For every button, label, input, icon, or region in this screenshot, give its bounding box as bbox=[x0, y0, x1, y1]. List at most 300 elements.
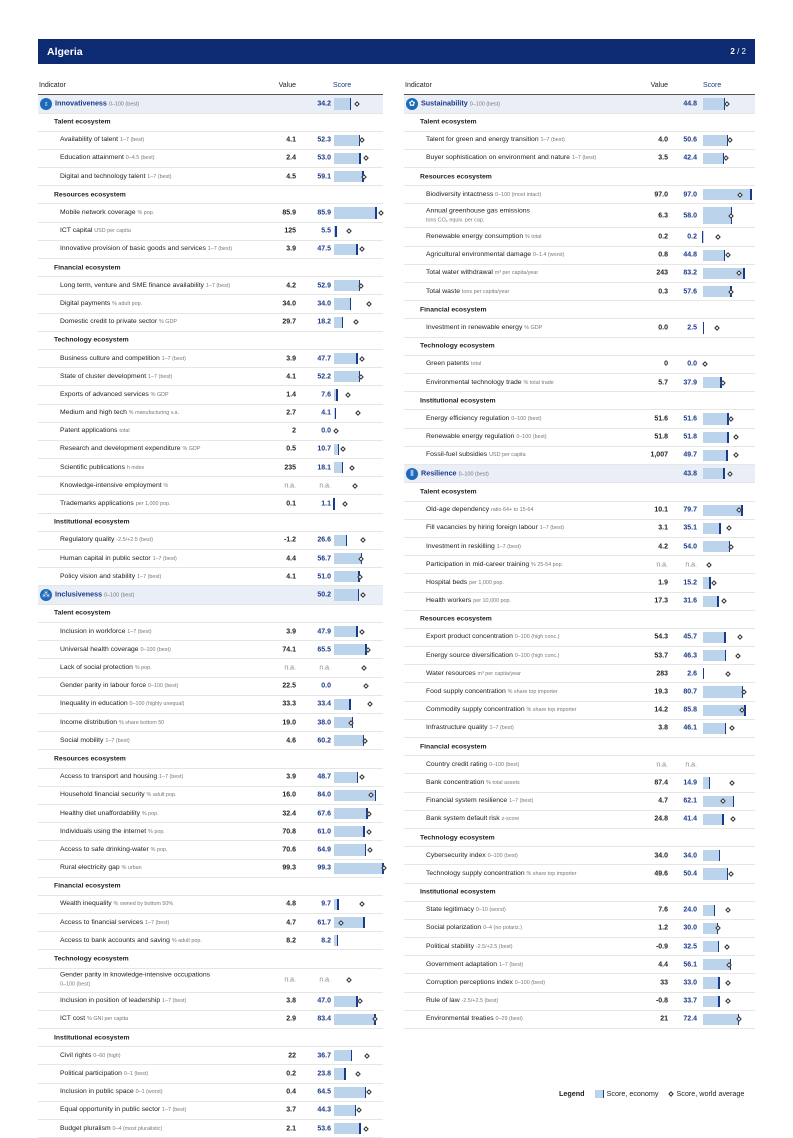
score-bar-area bbox=[334, 717, 384, 728]
world-average-diamond-icon bbox=[714, 325, 720, 331]
indicator-row bbox=[404, 847, 755, 865]
indicator-row bbox=[38, 623, 383, 641]
indicator-score: 18.2 bbox=[305, 319, 331, 326]
indicator-name bbox=[60, 1124, 270, 1134]
indicator-row bbox=[404, 702, 755, 720]
score-bar bbox=[703, 668, 704, 679]
indicator-value: 97.0 bbox=[654, 191, 668, 198]
indicator-label: Gender parity in labour force bbox=[60, 682, 146, 689]
indicator-score: 64.9 bbox=[305, 846, 331, 853]
indicator-row bbox=[404, 150, 755, 168]
category-row bbox=[404, 884, 755, 902]
indicator-value: 34.0 bbox=[654, 852, 668, 859]
score-bar-area bbox=[703, 977, 753, 988]
score-bar bbox=[334, 298, 351, 309]
legend-title: Legend bbox=[559, 1089, 585, 1098]
indicator-row bbox=[404, 811, 755, 829]
legend-diamond-icon bbox=[668, 1091, 674, 1097]
category-row bbox=[404, 392, 755, 410]
legend bbox=[559, 1089, 744, 1098]
world-average-diamond-icon bbox=[730, 817, 736, 823]
score-bar bbox=[703, 941, 719, 952]
score-bar bbox=[334, 462, 343, 473]
indicator-row bbox=[404, 974, 755, 992]
indicator-label: Rural electricity gap bbox=[60, 864, 120, 871]
indicator-label: Green patents bbox=[426, 360, 469, 367]
world-average-diamond-icon bbox=[364, 1053, 370, 1059]
world-average-diamond-icon bbox=[721, 598, 727, 604]
indicator-score: 80.7 bbox=[671, 689, 697, 696]
indicator-label: Country credit rating bbox=[426, 761, 487, 768]
indicator-row bbox=[38, 441, 383, 459]
score-bar-area bbox=[334, 844, 384, 855]
page-number: 2 bbox=[730, 47, 734, 56]
world-average-diamond-icon bbox=[357, 998, 363, 1004]
indicator-unit: 0–100 (best) bbox=[515, 980, 545, 986]
score-bar bbox=[703, 98, 725, 110]
category-name bbox=[420, 888, 630, 897]
indicator-unit: h index bbox=[127, 465, 144, 471]
indicator-label: Healthy diet unaffordability bbox=[60, 810, 140, 817]
pillar-row bbox=[404, 465, 755, 484]
indicator-label: Access to bank accounts and saving bbox=[60, 937, 170, 944]
indicator-value: 10.1 bbox=[654, 507, 668, 514]
indicator-label: Policy vision and stability bbox=[60, 573, 135, 580]
indicator-label: Talent ecosystem bbox=[420, 119, 477, 126]
score-bar-area bbox=[703, 668, 753, 679]
indicator-score: 50.6 bbox=[671, 137, 697, 144]
indicator-unit: 0–100 (high conc.) bbox=[515, 634, 560, 640]
indicator-value: 283 bbox=[656, 670, 668, 677]
indicator-unit: -2.5/+2.5 (best) bbox=[476, 944, 513, 950]
indicator-name bbox=[60, 299, 270, 309]
indicator-label: Budget pluralism bbox=[60, 1125, 111, 1132]
indicator-row bbox=[38, 1065, 383, 1083]
indicator-label: State of cluster development bbox=[60, 373, 146, 380]
indicator-row bbox=[38, 823, 383, 841]
indicator-name bbox=[426, 153, 636, 163]
indicator-label: Exports of advanced services bbox=[60, 391, 149, 398]
indicator-name bbox=[60, 996, 270, 1006]
world-average-diamond-icon bbox=[729, 780, 735, 786]
indicator-name bbox=[426, 268, 636, 278]
score-bar-area bbox=[334, 480, 384, 491]
score-bar-area bbox=[334, 353, 384, 364]
score-bar-area bbox=[334, 571, 384, 582]
indicator-score: 54.0 bbox=[671, 543, 697, 550]
score-bar-area bbox=[334, 317, 384, 328]
indicator-name bbox=[426, 1014, 636, 1024]
indicator-unit: 1–7 (best) bbox=[162, 1107, 186, 1113]
indicator-label: Patent applications bbox=[60, 427, 117, 434]
score-bar-area bbox=[334, 899, 384, 910]
score-bar-area bbox=[703, 850, 753, 861]
score-bar-area bbox=[334, 280, 384, 291]
indicator-value: 3.9 bbox=[286, 355, 296, 362]
indicator-row bbox=[38, 550, 383, 568]
world-average-diamond-icon bbox=[725, 907, 731, 913]
indicator-label: Research and development expenditure bbox=[60, 445, 181, 452]
indicator-label: Financial ecosystem bbox=[54, 264, 121, 271]
category-name bbox=[420, 396, 630, 405]
score-bar-area bbox=[334, 153, 384, 164]
indicator-value: 4.7 bbox=[658, 798, 668, 805]
world-average-diamond-icon bbox=[728, 289, 734, 295]
indicator-row bbox=[38, 860, 383, 878]
indicator-value: -0.9 bbox=[656, 943, 668, 950]
score-bar bbox=[703, 322, 704, 333]
indicator-label: ICT capital bbox=[60, 227, 92, 234]
right-rows bbox=[404, 95, 755, 1029]
indicator-row bbox=[38, 132, 383, 150]
score-bar bbox=[703, 596, 719, 607]
indicator-score: 31.6 bbox=[671, 598, 697, 605]
indicator-value: 0.8 bbox=[658, 252, 668, 259]
category-row bbox=[38, 878, 383, 896]
indicator-unit: 0–29 (best) bbox=[496, 1016, 523, 1022]
indicator-name bbox=[426, 978, 636, 988]
world-average-diamond-icon bbox=[728, 544, 734, 550]
indicator-unit: 1–7 (best) bbox=[120, 137, 144, 143]
world-average-diamond-icon bbox=[726, 526, 732, 532]
world-average-diamond-icon bbox=[367, 847, 373, 853]
indicator-row bbox=[404, 756, 755, 774]
indicator-label: Access to transport and housing bbox=[60, 773, 157, 780]
score-bar bbox=[703, 723, 726, 734]
indicator-label: Institutional ecosystem bbox=[54, 1034, 130, 1041]
score-bar-area bbox=[334, 1123, 384, 1134]
score-bar bbox=[334, 498, 335, 509]
indicator-name bbox=[426, 851, 636, 861]
world-average-diamond-icon bbox=[724, 944, 730, 950]
indicator-name bbox=[426, 905, 636, 915]
country-banner bbox=[38, 39, 755, 64]
indicator-value: 21 bbox=[660, 1016, 668, 1023]
indicator-row bbox=[404, 520, 755, 538]
indicator-name bbox=[60, 1014, 270, 1024]
indicator-name bbox=[426, 323, 636, 333]
score-bar-area bbox=[334, 681, 384, 692]
indicator-name bbox=[426, 560, 636, 570]
indicator-name bbox=[60, 918, 270, 928]
indicator-value: 0.4 bbox=[286, 1089, 296, 1096]
indicator-name bbox=[426, 359, 636, 369]
indicator-name bbox=[60, 444, 270, 454]
indicator-row bbox=[38, 696, 383, 714]
indicator-score: 38.0 bbox=[305, 719, 331, 726]
indicator-score: 49.7 bbox=[671, 452, 697, 459]
indicator-unit: % owned by bottom 50% bbox=[114, 901, 174, 907]
indicator-label: Annual greenhouse gas emissions bbox=[426, 207, 530, 214]
score-bar-area bbox=[334, 808, 384, 819]
world-average-diamond-icon bbox=[729, 726, 735, 732]
score-bar-area bbox=[703, 98, 753, 110]
indicator-row bbox=[404, 283, 755, 301]
score-bar bbox=[334, 808, 368, 819]
world-average-diamond-icon bbox=[360, 592, 366, 598]
indicator-name bbox=[60, 627, 270, 637]
score-bar-area bbox=[703, 135, 753, 146]
indicator-label: Old-age dependency bbox=[426, 506, 489, 513]
world-average-diamond-icon bbox=[725, 671, 731, 677]
world-average-diamond-icon bbox=[345, 392, 351, 398]
world-average-diamond-icon bbox=[725, 252, 731, 258]
indicator-name bbox=[60, 809, 270, 819]
indicator-label: Technology ecosystem bbox=[54, 337, 129, 344]
score-bar bbox=[334, 1087, 366, 1098]
indicator-label: Individuals using the internet bbox=[60, 828, 146, 835]
indicator-unit: tons CO₂ equiv. per cap. bbox=[426, 217, 484, 223]
score-bar-area bbox=[703, 996, 753, 1007]
indicator-unit: % adult pop. bbox=[172, 938, 202, 944]
indicator-score: 14.9 bbox=[671, 779, 697, 786]
category-name bbox=[420, 342, 630, 351]
indicator-label: Total waste bbox=[426, 288, 460, 295]
indicator-value: 125 bbox=[284, 228, 296, 235]
indicator-label: Institutional ecosystem bbox=[54, 519, 130, 526]
indicator-label: Financial ecosystem bbox=[54, 883, 121, 890]
world-average-diamond-icon bbox=[346, 977, 352, 983]
score-bar-area bbox=[334, 863, 384, 874]
indicator-value: 34.0 bbox=[282, 300, 296, 307]
category-row bbox=[38, 114, 383, 132]
indicator-unit: 0–100 (best) bbox=[148, 683, 178, 689]
indicator-value: 3.8 bbox=[658, 725, 668, 732]
indicator-unit: 0–100 (highly unequal) bbox=[130, 701, 185, 707]
world-average-diamond-icon bbox=[355, 1071, 361, 1077]
indicator-label: Digital payments bbox=[60, 300, 110, 307]
indicator-value: 4.1 bbox=[286, 573, 296, 580]
indicator-score: 51.0 bbox=[305, 573, 331, 580]
indicator-unit: % share top importer bbox=[508, 689, 558, 695]
indicator-row bbox=[38, 678, 383, 696]
indicator-label: Government adaptation bbox=[426, 961, 497, 968]
indicator-name bbox=[426, 814, 636, 824]
indicator-score: 52.3 bbox=[305, 137, 331, 144]
score-bar-area bbox=[334, 644, 384, 655]
indicator-name bbox=[426, 596, 636, 606]
indicator-row bbox=[38, 714, 383, 732]
score-bar-area bbox=[703, 523, 753, 534]
world-average-diamond-icon bbox=[359, 356, 365, 362]
indicator-row bbox=[38, 787, 383, 805]
indicator-name bbox=[426, 796, 636, 806]
indicator-value: 0.1 bbox=[286, 501, 296, 508]
indicator-row bbox=[404, 228, 755, 246]
category-row bbox=[404, 338, 755, 356]
world-average-diamond-icon bbox=[367, 702, 373, 708]
indicator-name bbox=[60, 572, 270, 582]
world-average-diamond-icon bbox=[355, 410, 361, 416]
score-bar-area bbox=[334, 699, 384, 710]
indicator-name bbox=[426, 378, 636, 388]
indicator-score: 1.1 bbox=[305, 501, 331, 508]
score-bar-area bbox=[703, 286, 753, 297]
indicator-unit: 0–4 (most pluralistic) bbox=[113, 1126, 163, 1132]
world-average-diamond-icon bbox=[359, 247, 365, 253]
indicator-label: Financial ecosystem bbox=[420, 743, 487, 750]
indicator-row bbox=[38, 969, 383, 993]
indicator-unit: 1–7 (best) bbox=[509, 798, 533, 804]
score-bar-area bbox=[703, 359, 753, 370]
world-average-diamond-icon bbox=[733, 452, 739, 458]
indicator-label: Financial ecosystem bbox=[420, 306, 487, 313]
indicator-value: 1.2 bbox=[658, 925, 668, 932]
indicator-row bbox=[404, 132, 755, 150]
world-average-diamond-icon bbox=[366, 1089, 372, 1095]
indicator-label: Lack of social protection bbox=[60, 664, 133, 671]
indicator-row bbox=[404, 538, 755, 556]
world-average-diamond-icon bbox=[725, 980, 731, 986]
world-average-diamond-icon bbox=[366, 811, 372, 817]
indicator-unit: % total bbox=[525, 234, 541, 240]
indicator-score: 15.2 bbox=[671, 579, 697, 586]
score-bar-area bbox=[334, 207, 384, 218]
category-name bbox=[54, 518, 264, 527]
score-bar bbox=[334, 644, 367, 655]
world-average-diamond-icon bbox=[359, 774, 365, 780]
indicator-unit: 1–7 (best) bbox=[489, 725, 513, 731]
indicator-label: Institutional ecosystem bbox=[420, 397, 496, 404]
indicator-score: n.a. bbox=[305, 482, 331, 489]
category-name bbox=[420, 615, 630, 624]
score-bar-area bbox=[334, 790, 384, 801]
indicator-row bbox=[404, 665, 755, 683]
indicator-score: 32.5 bbox=[671, 943, 697, 950]
indicator-row bbox=[38, 993, 383, 1011]
indicator-label: Energy source diversification bbox=[426, 652, 513, 659]
indicator-value: 2 bbox=[292, 428, 296, 435]
indicator-row bbox=[38, 532, 383, 550]
indicator-score: n.a. bbox=[671, 561, 697, 568]
category-name bbox=[54, 882, 264, 891]
indicator-row bbox=[404, 356, 755, 374]
indicator-row bbox=[38, 350, 383, 368]
indicator-name bbox=[60, 426, 270, 436]
indicator-score: 52.2 bbox=[305, 373, 331, 380]
indicator-row bbox=[404, 683, 755, 701]
indicator-score: 65.5 bbox=[305, 646, 331, 653]
indicator-row bbox=[38, 168, 383, 186]
indicator-name bbox=[426, 414, 636, 424]
indicator-value: 4.8 bbox=[286, 901, 296, 908]
indicator-name bbox=[426, 432, 636, 442]
indicator-label: Technology ecosystem bbox=[420, 343, 495, 350]
indicator-score: 9.7 bbox=[305, 901, 331, 908]
score-bar-area bbox=[703, 377, 753, 388]
indicator-row bbox=[404, 374, 755, 392]
indicator-name bbox=[60, 936, 270, 946]
indicator-score: 46.1 bbox=[671, 725, 697, 732]
indicator-name bbox=[426, 206, 636, 225]
indicator-score: 37.9 bbox=[671, 379, 697, 386]
indicator-score: 7.6 bbox=[305, 391, 331, 398]
indicator-score: 8.2 bbox=[305, 937, 331, 944]
indicator-label: Rule of law bbox=[426, 997, 460, 1004]
indicator-value: 4.2 bbox=[286, 282, 296, 289]
pillar-row bbox=[38, 586, 383, 605]
world-average-diamond-icon bbox=[363, 1126, 369, 1132]
indicator-label: Scientific publications bbox=[60, 464, 125, 471]
score-bar-area bbox=[334, 972, 384, 989]
pillar-row bbox=[38, 95, 383, 114]
indicator-unit: 0–1 (worst) bbox=[136, 1089, 163, 1095]
indicator-name bbox=[60, 281, 270, 291]
score-bar bbox=[703, 153, 724, 164]
indicator-name bbox=[60, 226, 270, 236]
indicator-label: Domestic credit to private sector bbox=[60, 318, 157, 325]
world-average-diamond-icon bbox=[353, 319, 359, 325]
indicator-label: Talent for green and energy transition bbox=[426, 136, 539, 143]
indicator-name bbox=[426, 996, 636, 1006]
score-bar bbox=[334, 772, 358, 783]
indicator-score: 47.9 bbox=[305, 628, 331, 635]
indicator-unit: % pop. bbox=[148, 829, 165, 835]
indicator-row bbox=[404, 410, 755, 428]
score-bar-area bbox=[334, 462, 384, 473]
indicator-value: 51.8 bbox=[654, 434, 668, 441]
indicator-name bbox=[60, 681, 270, 691]
indicator-unit: m³ per capita/year bbox=[495, 270, 538, 276]
indicator-value: 2.9 bbox=[286, 1016, 296, 1023]
indicator-value: 0.2 bbox=[658, 234, 668, 241]
indicator-name bbox=[60, 390, 270, 400]
column-header bbox=[404, 78, 755, 95]
indicator-label: Participation in mid-career training bbox=[426, 561, 529, 568]
world-average-diamond-icon bbox=[352, 483, 358, 489]
indicator-score: 44.8 bbox=[671, 252, 697, 259]
indicator-unit: % total assets bbox=[486, 780, 520, 786]
indicator-score: 43.8 bbox=[671, 470, 697, 477]
score-bar bbox=[703, 850, 720, 861]
indicator-name bbox=[60, 971, 270, 990]
indicator-name bbox=[60, 790, 270, 800]
indicator-value: 4.7 bbox=[286, 919, 296, 926]
indicator-value: 4.4 bbox=[658, 961, 668, 968]
indicator-value: 3.5 bbox=[658, 155, 668, 162]
indicator-row bbox=[404, 993, 755, 1011]
indicator-value: -1.2 bbox=[284, 537, 296, 544]
indicator-row bbox=[404, 629, 755, 647]
indicator-row bbox=[38, 841, 383, 859]
indicator-score: 79.7 bbox=[671, 507, 697, 514]
indicator-row bbox=[404, 574, 755, 592]
score-bar-area bbox=[334, 996, 384, 1007]
indicator-unit: 1–7 (best) bbox=[148, 374, 172, 380]
indicator-name bbox=[426, 923, 636, 933]
score-bar bbox=[334, 371, 360, 382]
indicator-score: n.a. bbox=[305, 665, 331, 672]
indicator-value: 0.5 bbox=[286, 446, 296, 453]
world-average-diamond-icon bbox=[354, 101, 360, 107]
score-bar bbox=[703, 413, 729, 424]
indicator-row bbox=[38, 423, 383, 441]
score-bar-area bbox=[334, 426, 384, 437]
indicator-unit: 1–7 (best) bbox=[572, 155, 596, 161]
score-bar-area bbox=[703, 596, 753, 607]
score-bar-area bbox=[334, 535, 384, 546]
indicator-unit: 0–100 (best) bbox=[511, 416, 541, 422]
indicator-score: 0.0 bbox=[305, 683, 331, 690]
left-rows bbox=[38, 95, 383, 1138]
indicator-row bbox=[38, 150, 383, 168]
indicator-name bbox=[426, 778, 636, 788]
indicator-row bbox=[38, 732, 383, 750]
indicator-name bbox=[426, 669, 636, 679]
indicator-label: Long term, venture and SME finance availability bbox=[60, 282, 204, 289]
indicator-row bbox=[38, 295, 383, 313]
category-name bbox=[420, 833, 630, 842]
